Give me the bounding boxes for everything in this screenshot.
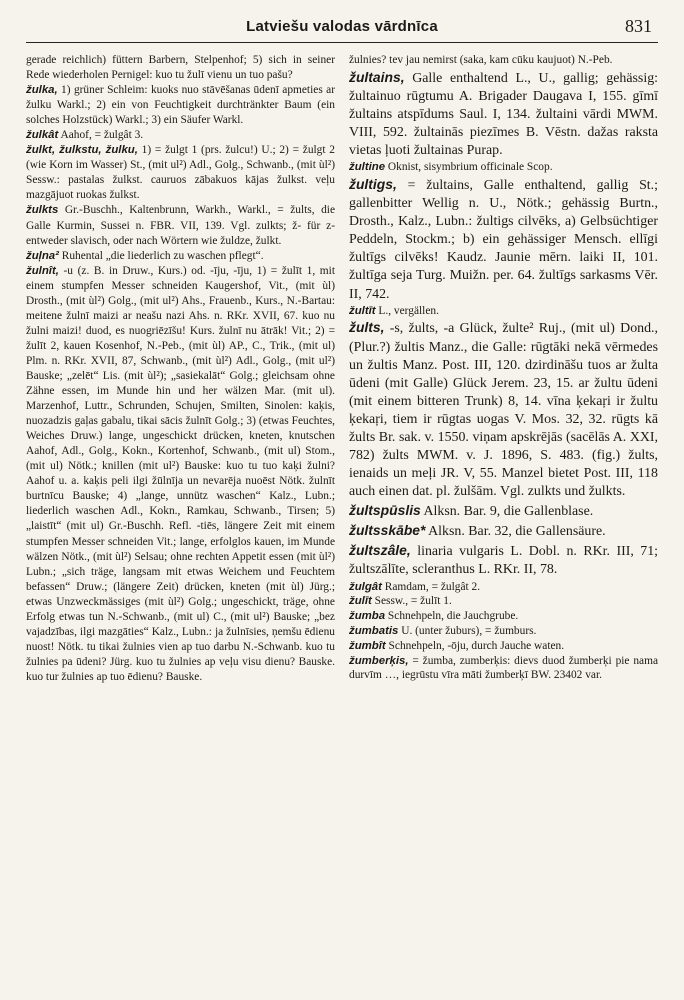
dictionary-entry [349, 501, 658, 521]
entry-headword: žumberķis, [349, 654, 409, 667]
entry-headword: žults, [349, 319, 385, 336]
dictionary-entry [349, 639, 658, 654]
entry-headword: žulkt, žulkstu, žulku, [26, 144, 138, 157]
entry-text: Alksn. Bar. 32, die Gallensäure. [425, 524, 606, 540]
entry-text: Gr.-Buschh., Kaltenbrunn, Warkh., Warkl., = žults, die Galle Kurmin, Sussei n. FBR. VII, 139. Vgl. zulkts; ž- für z- entweder slavisch, oder nach Wörtern wie žuldze, žulkt. [26, 204, 335, 247]
dictionary-entry [349, 521, 658, 541]
dictionary-entry [26, 83, 335, 128]
entry-text: = žultains, Galle enthaltend, gallig St.; gallenbitter Wellig n. U., Nötk.; gehässig Burtn., Drosth., Kalz., Lubn.: žultigs cilvēks, a) Gelbsüchtiger Peddeln, Stockm.; b) ein gehässiger Mensch. ellīgi žultīgs cilvēks! Kaudz. Jaunie mērn. laiki II, 101. žultīga seja Turg. Muižn. per. 64. žultīgs sarkasms Vēr. II, 742. [349, 178, 658, 302]
dictionary-entry [349, 318, 658, 501]
dictionary-entry [349, 160, 658, 175]
dictionary-entry [26, 128, 335, 143]
text-columns [26, 53, 658, 685]
dictionary-entry [349, 53, 658, 68]
page-number: 831 [625, 16, 652, 36]
entry-headword: žulīt [349, 595, 372, 608]
entry-text: Sessw., = žulīt 1. [371, 595, 452, 608]
dictionary-entry [349, 654, 658, 684]
entry-headword: žumbatis [349, 625, 399, 637]
entry-text: Ramdam, = žulgât 2. [381, 580, 481, 593]
entry-text: Schnehpeln, die Jauchgrube. [385, 610, 519, 623]
entry-headword: žumbît [349, 639, 386, 652]
entry-text: Aahof, = žulgât 3. [58, 129, 144, 142]
entry-text: -s, žults, -a Glück, žulte² Ruj., (mit ul) Dond., (Plur.?) žultis Manz., die Galle: rūgtāki nekā vērmedes un žultis Manz. Post. III, 120. dzirdināšu tuos ar žulta ūdeni (mit Galle) Glück Jerem. 23, 15. ar žultu ūdeni (mit einem bitteren Trunk) 8, 14. vīna ķekaŗi ir žultu ķekaŗi, tiem ir rūgtas uogas V. Mos. 32, 32. rūgts kā žults Br. sak. v. 1550. viņam apskrējās (sacēlās A. XXI, 782) žults MWM. v. J. 1896, S. 483. (fig.) žults, ienaids un meļi JR. V, 55. Manzel bietet Post. III, 118 auch einen dat. pl. žulšām. Vgl. zulkts und žulkts. [349, 321, 658, 500]
entry-headword: žulkts [26, 204, 59, 217]
entry-headword: žultine [349, 161, 386, 174]
dictionary-entry [349, 304, 658, 319]
dictionary-entry [349, 175, 658, 304]
entry-text: Oknist, sisymbrium officinale Scop. [385, 161, 553, 174]
entry-text: Schnehpeln, -ōju, durch Jauche waten. [385, 639, 565, 652]
entry-headword: žulka, [26, 84, 58, 97]
page-header [26, 14, 658, 43]
dictionary-entry [26, 264, 335, 685]
entry-text: 1) grüner Schleim: kuoks nuo stāvēšanas ūdenī apmeties ar žulku Warkl.; 2) ein von Feuchtigkeit durchtränkter Baum (ein solches Holzstück) Warkl.; 3) ein Säufer Warkl. [26, 84, 335, 127]
running-title: Latviešu valodas vārdnīca [246, 18, 438, 35]
entry-headword: žumba [349, 610, 386, 623]
entry-text: L., vergällen. [375, 304, 439, 317]
entry-headword: žulnît, [26, 264, 59, 277]
entry-text: Galle enthaltend L., U., gallig; gehässig: žultainuo rūgtumu A. Brigader Daugava I, 155. gīmī žultains atspīdums Saul. I, 134. žultaini vārdi MWM. VIII, 592. žultainās piezīmes B. Vēstn. dažas raksta vietas ļuoti žultainas Purap. [349, 70, 658, 159]
dictionary-entry [26, 53, 335, 83]
entry-text: žulnies? tev jau nemirst (saka, kam cūku kaujuot) N.-Peb. [349, 54, 613, 66]
dictionary-entry [349, 609, 658, 624]
dictionary-entry [26, 203, 335, 248]
entry-text: = žumba, zumberķis: dievs duod žumberķi pie nama durvīm …, iegrūstu vīra māti žumberķī BW. 23402 var. [349, 654, 658, 682]
dictionary-entry [349, 580, 658, 595]
entry-text: 1) = žulgt 1 (prs. žulcu!) U.; 2) = žulgt 2 (wie Korn im Wasser) St., (mit ul²) Adl., Golg., Schwanb., (mit ùl²) Sessw.: pastalas žulkst. cauruos zābakuos kājas žulkst. veļu mazgājuot ruokas žulkst. [26, 144, 335, 202]
dictionary-entry [349, 594, 658, 609]
entry-headword: žultsskābe* [349, 522, 426, 539]
entry-headword: žultspūslis [349, 502, 421, 519]
entry-text: Ruhental „die liederlich zu waschen pflegt“. [58, 249, 264, 262]
entry-text: linaria vulgaris L. Dobl. n. RKr. III, 71; žultszālīte, scleranthus L. RKr. II, 78. [349, 544, 658, 578]
dictionary-entry [349, 541, 658, 579]
entry-text: U. (unter žuburs), = žumburs. [398, 625, 537, 637]
entry-text: Alksn. Bar. 9, die Gallenblase. [420, 504, 594, 520]
entry-text: -u (z. B. in Druw., Kurs.) od. -īju, -īju, 1) = žulīt 1, mit einem stumpfen Messer schneiden Kaugershof, Vit., (mit ùl) Drosth., (mit ùl²) Golg., (mit ul²) Ahs., Frauenb., Kurs., N.-Bartau: meitene žulnī maizi ar neašu nazi Ahs. n. RKr. XVII, 67. kuo nu žulni maizi! duod, es nuogriēzīšu! Kurs. žulnī nu ātrāk! Vit.; 2) = žulīt 2, kauen Kosenhof, N.-Peb., (mit ùl) AP., C., Trik., (mit ul) Plm. n. RKr. XVII, 87, Schwanb., (mit ùl²) Adl., Golg., (mit ul²) Bauske; „zelēt“ Lis. (mit ùl²); „sasiekalāt“ Golg.; gleichsam ohne Zähne essen, im Munde hin und her wälzen Mar. (mit ul). Marzenhof, Luttr., Schrunden, Schujen, Smilten, Sinolen: kaķis, nuozadzis gaļas gabalu, tikai sācis žulnīt Golg.; 3) (etwas Feuchtes, Weiches Druw.) lange, ungeschickt drücken, kneten, knutschen Aahof, Adl., Golg., Kokn., Kortenhof, Schwanb., (mit ul) Stom., (mit ul) Nötk.; knillen (mit ul²) Bauske: kuo tu tuo kaķi žulni? Aahof u. a. kaķis peli ilgi žūlnīja un nevarēja nuoēst Nötk. žulnīt burtnīcu Bauske; 4) „lange, unnütz waschen“ Kalz., Lubn.; liederlich waschen Adl., Kokn., Ramkau, Schwanb., Tirsen; 5) „laistīt“ (mit ul) Gr.-Buschh. Refl. -tiēs, längere Zeit mit einem stumpfen Messer schneiden Vit.; lange, erfolglos kauen, im Munde wälzen Nötk., (mit ùl²) Selsau; ohne rechten Appetit essen (mit ùl²) Lubn.; „sich träge, langsam mit etwas Weichem und Feuchtem befassen“ Druw.; (längere Zeit) drücken, kneten (mit ùl) Jürg.; etwas Unzweckmässiges (mit ùl²) Golg.; ungeschickt, träge, ohne Erfolg etwas tun N.-Schwanb., (mit ul) C., (mit ul²) Bauske; „bez vajadzības, ilgi mazgāties“ Kalz., Lubn.: ja žulnīsies, ņemšu ēdienu nuost! Nötk. tu tikai žulnies vien ap tuo darbu N.-Schwanb. kuo tu žulnies pa ūdeni? Jürg. kuo tu žulnies ap veļu visu dienu? Bauske. kuo tur žulnies ap tuo ēdienu? Bauske. [26, 264, 335, 683]
entry-headword: žultigs, [349, 176, 397, 193]
dictionary-entry [26, 143, 335, 203]
entry-headword: žulgât [349, 580, 382, 593]
right-column [349, 53, 658, 685]
entry-headword: žultains, [349, 68, 405, 85]
left-column [26, 53, 335, 685]
entry-headword: žultszâle, [349, 542, 411, 559]
dictionary-entry [349, 624, 658, 639]
dictionary-entry [349, 68, 658, 160]
dictionary-entry [26, 249, 335, 264]
entry-text: gerade reichlich) füttern Barbern, Stelpenhof; 5) sich in seiner Rede wiederholen Pernigel: kuo tu žulī vienu un tuo pašu? [26, 54, 335, 82]
entry-headword: žulkât [26, 129, 59, 142]
entry-headword: žultīt [349, 304, 376, 317]
entry-headword: žuļna² [26, 249, 59, 262]
